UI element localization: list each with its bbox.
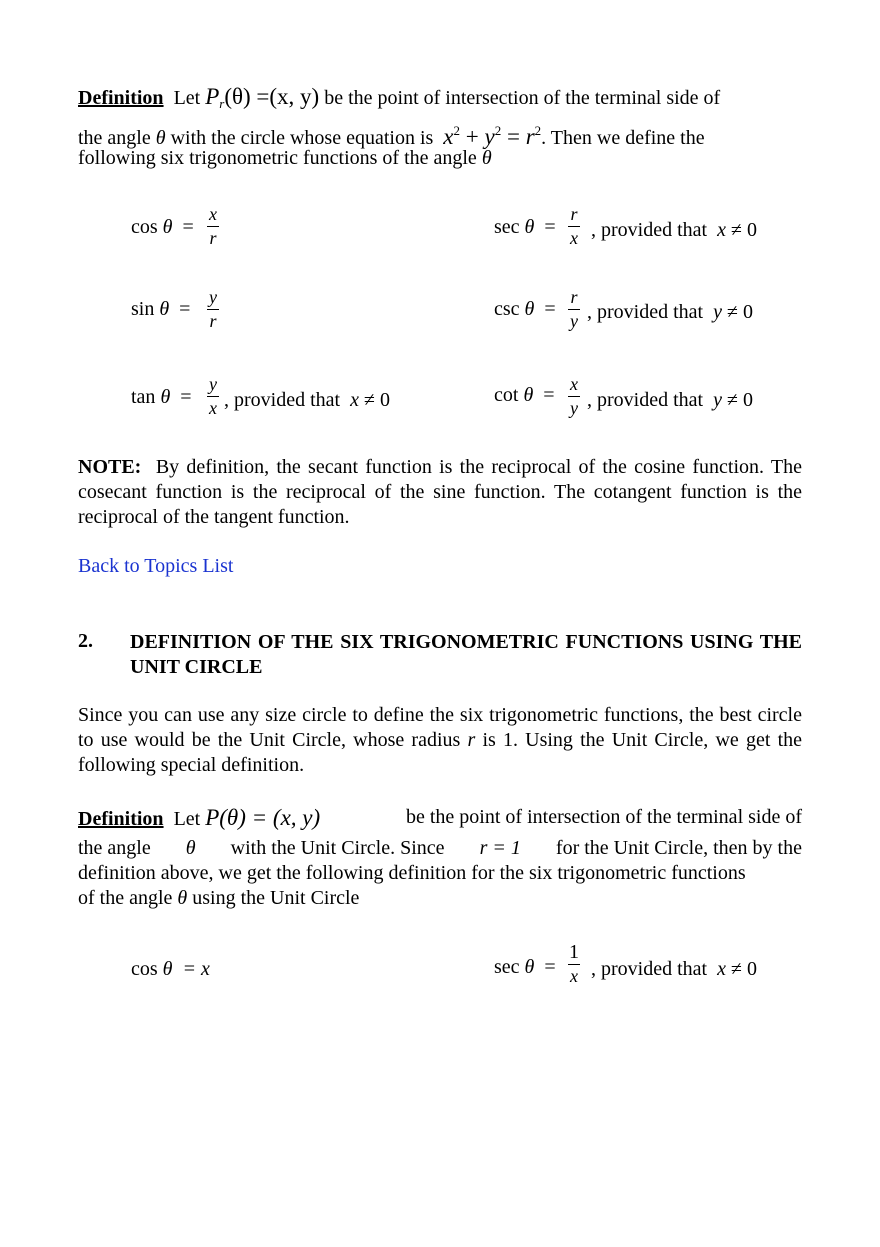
def1-line1: Definition Let $P_r(\theta) =(x$, y) be the point of intersection of the terminal side of [78,84,721,111]
tan-fraction: y x [209,374,217,418]
csc-condition: , provided that y ≠ 0 [587,301,753,323]
def2-line1: Definition Let P(θ) = (x, y) be the point of intersection of the terminal side of [78,805,802,830]
unit-sec-fraction: 1 x [569,941,579,986]
back-link-row [78,554,802,579]
sin-fraction: y r [209,287,217,331]
note-paragraph: NOTE: By definition, the secant function is the reciprocal of the cosine function. The cosecant function is the reciprocal of the sine function. The cotangent function is the reciprocal of the tangent function. [78,456,803,528]
definition-1 [78,84,802,171]
sec-definition: sec θ = [494,216,556,238]
circle-equation: $x^2 + y^2 = r^2$ [443,123,542,149]
definition-2 [78,805,802,911]
note-label: NOTE: [78,456,142,478]
tan-definition: tan θ = [131,386,192,408]
unit-cos-definition: cos θ = x [131,958,210,980]
cot-definition: cot θ = [494,384,555,406]
unit-sec-definition: sec θ = [494,956,556,978]
unit-point-notation: P(θ) = (x, y) [205,805,321,830]
cos-definition: cos θ = [131,216,194,238]
point-notation: $P_r(\theta) =(x$, y) [205,84,320,111]
tan-condition: , provided that x ≠ 0 [224,389,390,411]
def2-line3: definition above, we get the following definition for the six trigonometric functions [78,862,746,884]
cot-condition: , provided that y ≠ 0 [587,389,753,411]
definition-label: Definition [78,87,164,109]
def2-line4: of the angle θ using the Unit Circle [78,887,360,909]
cos-fraction: x r [209,204,217,248]
def2-line2: the angle θ with the Unit Circle. Since r = 1 for the Unit Circle, then by the [78,837,802,859]
def1-line2: the angle θ with the circle whose equation is $x^2 + y^2 = r^2$. Then we define the [78,123,705,149]
intro-paragraph: Since you can use any size circle to define the six trigonometric functions, the best circle to use would be the Unit Circle, whose radius r is 1. Using the Unit Circle, we get the following special definition. [78,704,802,776]
sin-definition: sin θ = [131,298,191,320]
sec-fraction: r x [570,204,578,248]
sec-condition: , provided that x ≠ 0 [591,219,757,241]
back-to-topics-link[interactable]: Back to Topics List [78,555,234,577]
section-number: 2. [78,630,93,652]
def1-line3: following six trigonometric functions of the angle θ [78,147,492,169]
csc-fraction: r y [570,287,578,331]
section-title: DEFINITION OF THE SIX TRIGONOMETRIC FUNCTIONS USING THE UNIT CIRCLE [130,631,802,678]
cot-fraction: x y [570,374,578,418]
unit-sec-condition: , provided that x ≠ 0 [591,958,757,980]
csc-definition: csc θ = [494,298,556,320]
